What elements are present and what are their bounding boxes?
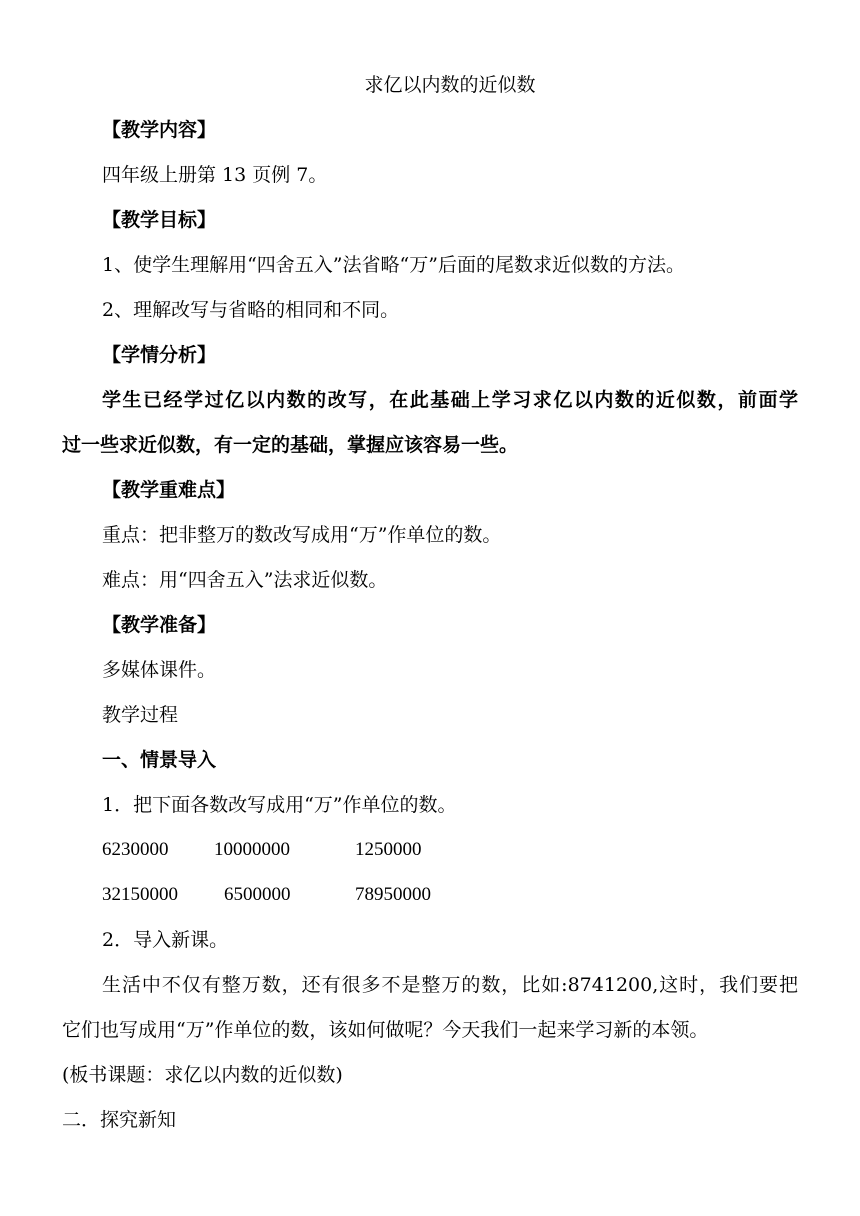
board-title-text: (板书课题：求亿以内数的近似数) (62, 1064, 343, 1086)
heading-teaching-content: 【教学内容】 (102, 119, 217, 141)
analysis-paragraph-line-2: 过一些求近似数，有一定的基础，掌握应该容易一些。 (62, 434, 519, 456)
preparation-text: 多媒体课件。 (102, 659, 217, 681)
teaching-content-text: 四年级上册第 13 页例 7。 (102, 164, 328, 186)
number-cell: 6230000 (102, 839, 169, 860)
number-cell: 32150000 (102, 884, 178, 905)
heading-learning-analysis: 【学情分析】 (102, 344, 217, 366)
exercise-1-text: 1．把下面各数改写成用“万”作单位的数。 (102, 794, 457, 816)
number-cell: 78950000 (355, 884, 431, 905)
exercise-2-text: 2．导入新课。 (102, 929, 229, 951)
difficulty-text: 难点：用“四舍五入”法求近似数。 (102, 569, 388, 591)
number-cell: 10000000 (214, 839, 290, 860)
analysis-paragraph-line-1: 学生已经学过亿以内数的改写，在此基础上学习求亿以内数的近似数，前面学 (102, 389, 798, 411)
heading-preparation: 【教学准备】 (102, 614, 217, 636)
heading-part-two: 二．探究新知 (62, 1109, 177, 1131)
number-cell: 1250000 (355, 839, 422, 860)
goal-item-1: 1、使学生理解用“四舍五入”法省略“万”后面的尾数求近似数的方法。 (102, 254, 685, 276)
intro-paragraph-line-1: 生活中不仅有整万数，还有很多不是整万的数，比如:8741200,这时，我们要把 (102, 974, 798, 996)
heading-part-one: 一、情景导入 (102, 749, 217, 771)
heading-key-points: 【教学重难点】 (102, 479, 236, 501)
page-title: 求亿以内数的近似数 (364, 74, 536, 96)
teaching-process-label: 教学过程 (102, 704, 179, 726)
key-point-text: 重点：把非整万的数改写成用“万”作单位的数。 (102, 524, 502, 546)
goal-item-2: 2、理解改写与省略的相同和不同。 (102, 299, 400, 321)
intro-paragraph-line-2: 它们也写成用“万”作单位的数，该如何做呢？今天我们一起来学习新的本领。 (62, 1019, 709, 1041)
heading-teaching-goals: 【教学目标】 (102, 209, 217, 231)
number-cell: 6500000 (224, 884, 291, 905)
